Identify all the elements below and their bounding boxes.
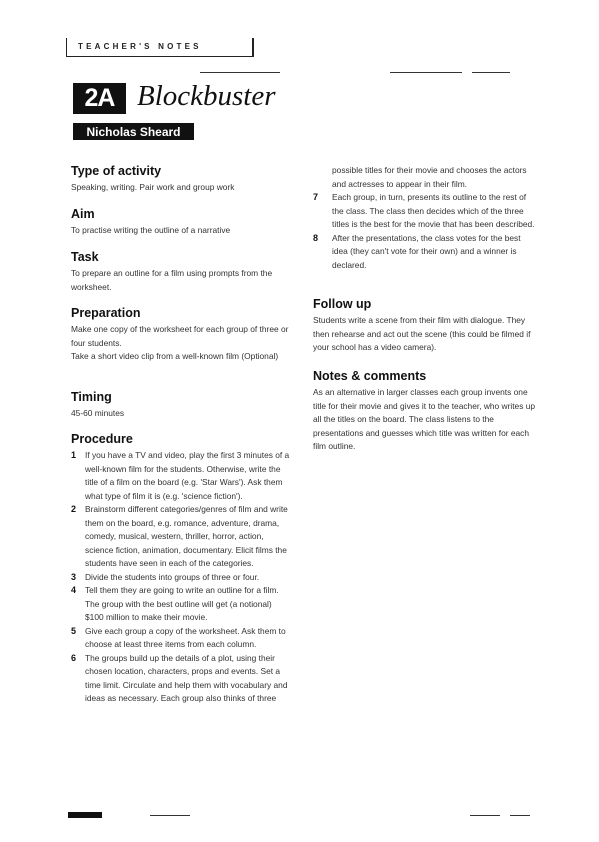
footer-rule: [470, 815, 500, 816]
preparation-section: [71, 306, 291, 364]
procedure-step: [71, 449, 291, 503]
section-text: 45-60 minutes: [71, 408, 125, 418]
step-number: 7: [313, 192, 319, 202]
step-number: 8: [313, 232, 319, 243]
aim-section: [71, 207, 291, 238]
procedure-step: [313, 191, 537, 232]
teachers-notes-label: TEACHER'S NOTES: [78, 42, 202, 51]
section-heading: Follow up: [313, 297, 372, 311]
footer-rule: [150, 815, 190, 816]
section-heading: Aim: [71, 207, 95, 221]
section-heading: Notes & comments: [313, 369, 427, 383]
section-text: Students write a scene from their film with dialogue. They then rehearse and act out the scene (this could be filmed if your school has a video camera).: [313, 315, 531, 352]
procedure-section: [71, 432, 291, 706]
step-text: Brainstorm different categories/genres of film and write them on the board, e.g. romance, adventure, drama, comedy, musical, western, thriller, horror, action, science fiction, animation, documentary. Elicit films the students have seen in each of the categories.: [85, 504, 288, 568]
step-text: After the presentations, the class votes for the best idea (they can't vote for their own) and a winner is declared.: [332, 232, 521, 270]
notes-section: [313, 369, 537, 454]
follow-up-section: [313, 297, 537, 355]
type-of-activity-section: [71, 164, 291, 195]
procedure-step: [71, 571, 291, 585]
step-number: 6: [71, 652, 77, 663]
step-number: 5: [71, 625, 77, 636]
section-text: To prepare an outline for a film using prompts from the worksheet.: [71, 268, 273, 292]
procedure-step: [71, 584, 291, 625]
step-text: Give each group a copy of the worksheet. Ask them to choose at least three items from each column.: [85, 625, 286, 649]
section-heading: Timing: [71, 390, 112, 404]
footer-bar: [68, 812, 102, 818]
procedure-step: [71, 503, 291, 571]
procedure-step: [71, 625, 291, 652]
procedure-step: [313, 232, 537, 273]
step-continuation: possible titles for their movie and chooses the actors and actresses to appear in their film.: [332, 165, 527, 189]
section-text: As an alternative in larger classes each group invents one title for their movie and gives it to the teacher, who writes up all the titles on the board. The class listens to the presentations and guesses which title was written for each film outline.: [313, 387, 536, 451]
header-rule: [472, 72, 510, 73]
timing-section: [71, 390, 291, 421]
step-text: Tell them they are going to write an outline for a film. The group with the best outline will get (a notional) $100 million to make their movie.: [85, 585, 279, 622]
step-number: 1: [71, 450, 77, 460]
procedure-continued: [313, 164, 537, 272]
header-rule: [200, 72, 280, 73]
section-text: Take a short video clip from a well-known film (Optional): [71, 351, 279, 361]
step-number: 4: [71, 585, 77, 595]
section-text: Make one copy of the worksheet for each group of three or four students.: [71, 324, 289, 348]
step-text: Divide the students into groups of three or four.: [85, 571, 260, 582]
section-text: Speaking, writing. Pair work and group work: [71, 182, 235, 192]
footer-rule: [510, 815, 530, 816]
step-text: The groups build up the details of a plot, using their chosen location, characters, props and events. Set a time limit. Circulate and help them with vocabulary and ideas as necessary. Each group also thinks of three: [85, 652, 288, 703]
section-heading: Type of activity: [71, 164, 162, 178]
author-badge: Nicholas Sheard: [73, 123, 194, 140]
step-number: 3: [71, 571, 77, 582]
page-title: Blockbuster: [137, 80, 276, 112]
section-heading: Procedure: [71, 432, 133, 446]
task-section: [71, 250, 291, 294]
procedure-step: [71, 652, 291, 706]
step-text: If you have a TV and video, play the first 3 minutes of a well-known film for the students. Otherwise, write the title of a film on the board (e.g. 'Star Wars'). Ask them what type of film it is (e.g. 'science fiction').: [85, 450, 290, 501]
section-text: To practise writing the outline of a narrative: [71, 225, 231, 235]
step-text: Each group, in turn, presents its outline to the rest of the class. The class then decides which of the three titles is the best for the movie that has been described.: [332, 192, 535, 229]
section-heading: Task: [71, 250, 99, 264]
step-number: 2: [71, 504, 77, 514]
header-rule: [390, 72, 462, 73]
section-heading: Preparation: [71, 306, 141, 320]
unit-badge: 2A: [73, 83, 126, 114]
